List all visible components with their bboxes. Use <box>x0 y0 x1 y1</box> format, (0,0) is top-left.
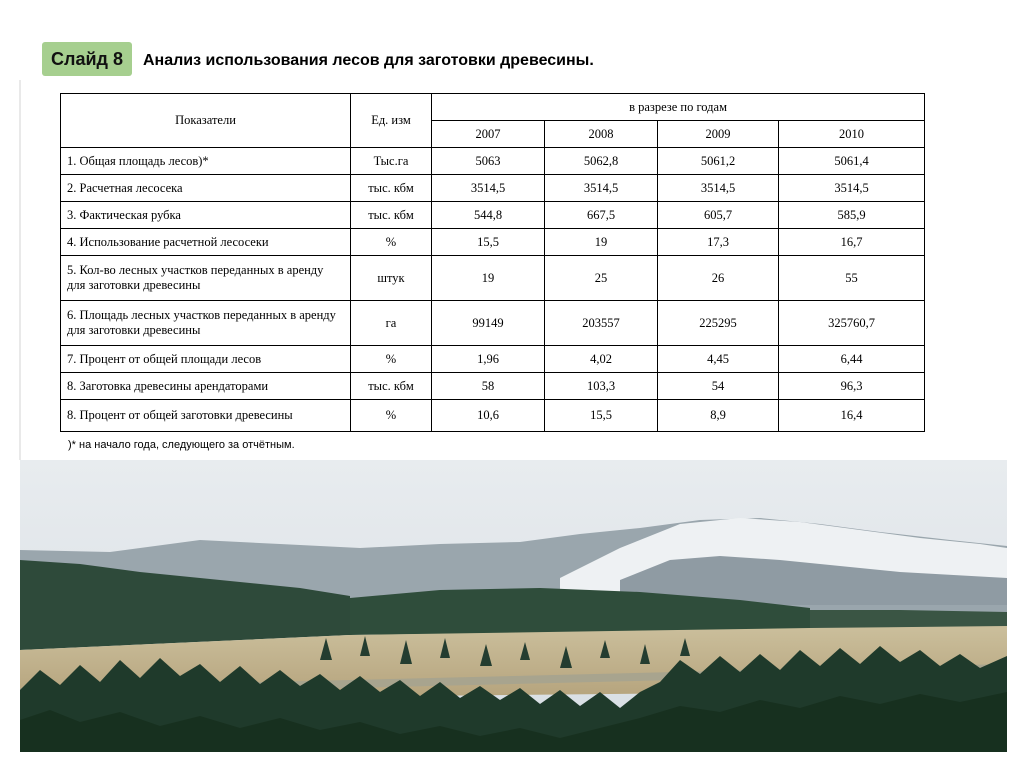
header-unit: Ед. изм <box>351 94 432 148</box>
header-years-group: в разрезе по годам <box>432 94 925 121</box>
row-label: 8. Процент от общей заготовки древесины <box>61 400 351 432</box>
row-value: 8,9 <box>658 400 779 432</box>
row-label: 2. Расчетная лесосека <box>61 175 351 202</box>
row-label: 6. Площадь лесных участков переданных в аренду для заготовки древесины <box>61 301 351 346</box>
row-unit: Тыс.га <box>351 148 432 175</box>
row-value: 96,3 <box>779 373 925 400</box>
row-value: 325760,7 <box>779 301 925 346</box>
header-indicator: Показатели <box>61 94 351 148</box>
row-unit: % <box>351 346 432 373</box>
row-value: 16,4 <box>779 400 925 432</box>
row-label: 5. Кол-во лесных участков переданных в аренду для заготовки древесины <box>61 256 351 301</box>
table-row <box>61 256 925 301</box>
row-unit: % <box>351 229 432 256</box>
slide-number-badge: Слайд 8 <box>42 42 132 76</box>
row-value: 585,9 <box>779 202 925 229</box>
row-value: 667,5 <box>545 202 658 229</box>
header-year: 2010 <box>779 121 925 148</box>
table-row <box>61 301 925 346</box>
slide-title: Анализ использования лесов для заготовки древесины. <box>143 52 594 69</box>
row-value: 1,96 <box>432 346 545 373</box>
header-year: 2007 <box>432 121 545 148</box>
row-value: 5061,2 <box>658 148 779 175</box>
header-year: 2009 <box>658 121 779 148</box>
row-label: 4. Использование расчетной лесосеки <box>61 229 351 256</box>
table-row <box>61 229 925 256</box>
row-value: 544,8 <box>432 202 545 229</box>
row-label: 3. Фактическая рубка <box>61 202 351 229</box>
row-value: 55 <box>779 256 925 301</box>
row-label: 8. Заготовка древесины арендаторами <box>61 373 351 400</box>
row-unit: га <box>351 301 432 346</box>
header-year: 2008 <box>545 121 658 148</box>
row-value: 25 <box>545 256 658 301</box>
row-value: 19 <box>545 229 658 256</box>
row-label: 7. Процент от общей площади лесов <box>61 346 351 373</box>
row-value: 17,3 <box>658 229 779 256</box>
row-value: 3514,5 <box>779 175 925 202</box>
table-row <box>61 373 925 400</box>
row-value: 5063 <box>432 148 545 175</box>
row-value: 19 <box>432 256 545 301</box>
row-value: 225295 <box>658 301 779 346</box>
forest-landscape-photo <box>20 460 1007 752</box>
row-value: 10,6 <box>432 400 545 432</box>
table-row <box>61 148 925 175</box>
row-unit: тыс. кбм <box>351 175 432 202</box>
row-value: 605,7 <box>658 202 779 229</box>
forest-usage-table <box>60 93 925 432</box>
row-value: 26 <box>658 256 779 301</box>
row-value: 203557 <box>545 301 658 346</box>
table-row <box>61 346 925 373</box>
row-value: 15,5 <box>545 400 658 432</box>
table-row <box>61 400 925 432</box>
row-value: 5062,8 <box>545 148 658 175</box>
row-value: 3514,5 <box>545 175 658 202</box>
row-value: 6,44 <box>779 346 925 373</box>
row-value: 16,7 <box>779 229 925 256</box>
row-unit: % <box>351 400 432 432</box>
decorative-divider <box>19 80 21 460</box>
table-row <box>61 202 925 229</box>
row-value: 103,3 <box>545 373 658 400</box>
row-value: 99149 <box>432 301 545 346</box>
table-row <box>61 175 925 202</box>
row-value: 3514,5 <box>432 175 545 202</box>
row-value: 15,5 <box>432 229 545 256</box>
row-value: 54 <box>658 373 779 400</box>
row-value: 3514,5 <box>658 175 779 202</box>
row-value: 5061,4 <box>779 148 925 175</box>
row-unit: тыс. кбм <box>351 202 432 229</box>
row-value: 4,02 <box>545 346 658 373</box>
row-label: 1. Общая площадь лесов)* <box>61 148 351 175</box>
row-unit: тыс. кбм <box>351 373 432 400</box>
row-value: 58 <box>432 373 545 400</box>
row-value: 4,45 <box>658 346 779 373</box>
table-footnote: )* на начало года, следующего за отчётным. <box>68 439 295 451</box>
row-unit: штук <box>351 256 432 301</box>
